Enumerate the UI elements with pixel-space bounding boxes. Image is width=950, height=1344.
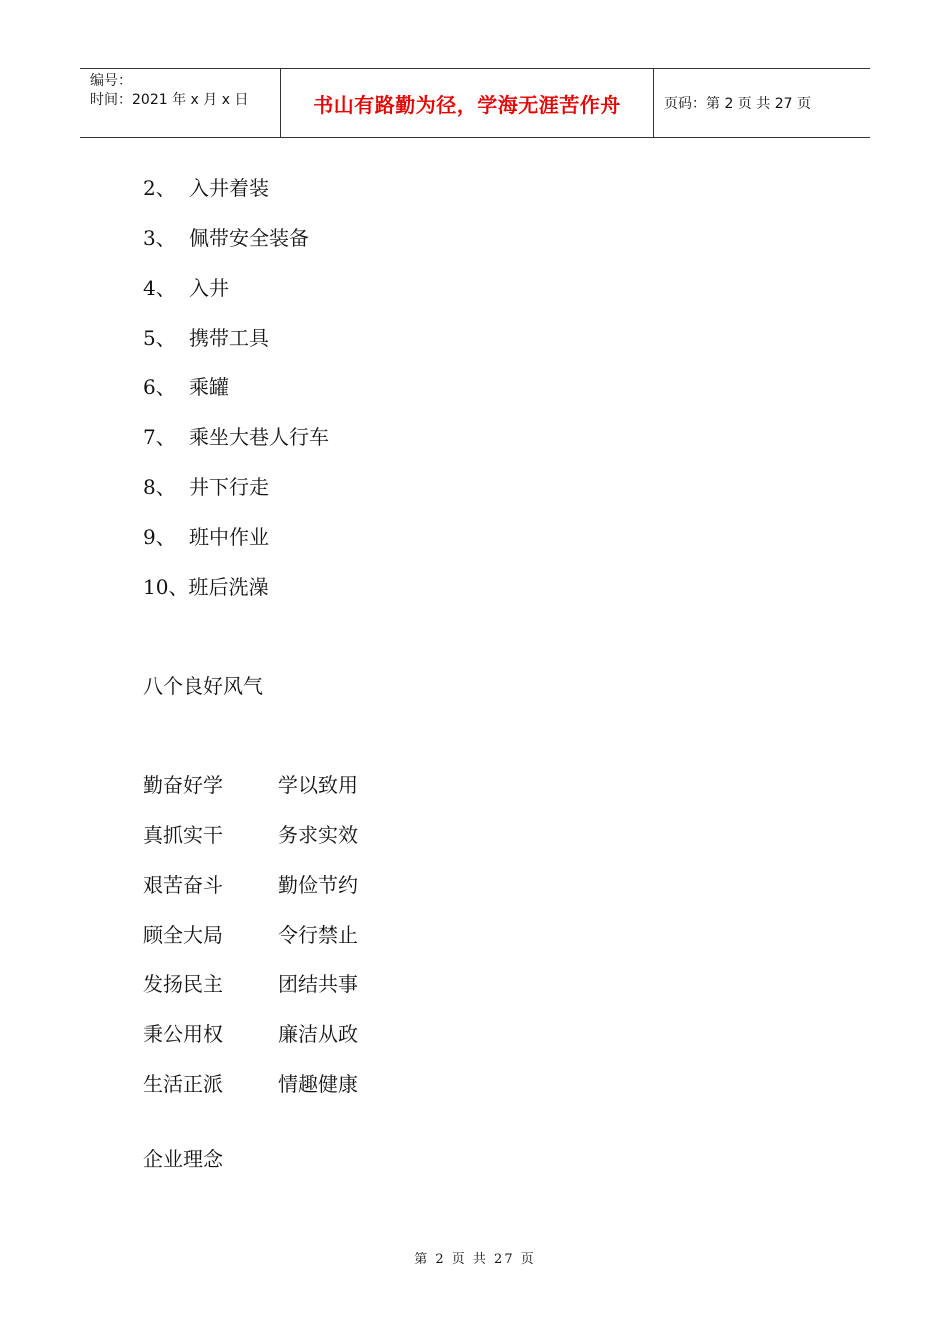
- list-item: 6、 乘罐: [143, 375, 229, 399]
- motto-pair: 发扬民主 团结共事: [143, 972, 358, 996]
- section-title: 企业理念: [143, 1147, 223, 1171]
- motto-pair: 勤奋好学 学以致用: [143, 773, 358, 797]
- motto-pair: 艰苦奋斗 勤俭节约: [143, 873, 358, 897]
- section-title: 八个良好风气: [143, 674, 263, 698]
- list-item: 9、 班中作业: [143, 525, 269, 549]
- list-item: 7、 乘坐大巷人行车: [143, 425, 329, 449]
- list-item: 10、班后洗澡: [143, 575, 269, 599]
- header-page-code: 页码：第 2 页 共 27 页: [664, 96, 811, 112]
- header-motto: 书山有路勤为径，学海无涯苦作舟: [281, 69, 654, 137]
- document-number-label: 编号：: [90, 73, 132, 89]
- document-date: 时间：2021 年 x 月 x 日: [90, 92, 249, 108]
- motto-pair: 顾全大局 令行禁止: [143, 923, 358, 947]
- header-meta: [80, 69, 281, 137]
- list-item: 2、 入井着装: [143, 176, 269, 200]
- list-item: 5、 携带工具: [143, 326, 269, 350]
- page-footer: 第 2 页 共 27 页: [414, 1252, 536, 1267]
- motto-pair: 真抓实干 务求实效: [143, 823, 358, 847]
- motto-pair: 生活正派 情趣健康: [143, 1072, 358, 1096]
- list-item: 4、 入井: [143, 276, 229, 300]
- page-header: [80, 68, 870, 138]
- motto-pair: 秉公用权 廉洁从政: [143, 1022, 358, 1046]
- list-item: 8、 井下行走: [143, 475, 269, 499]
- list-item: 3、 佩带安全装备: [143, 226, 309, 250]
